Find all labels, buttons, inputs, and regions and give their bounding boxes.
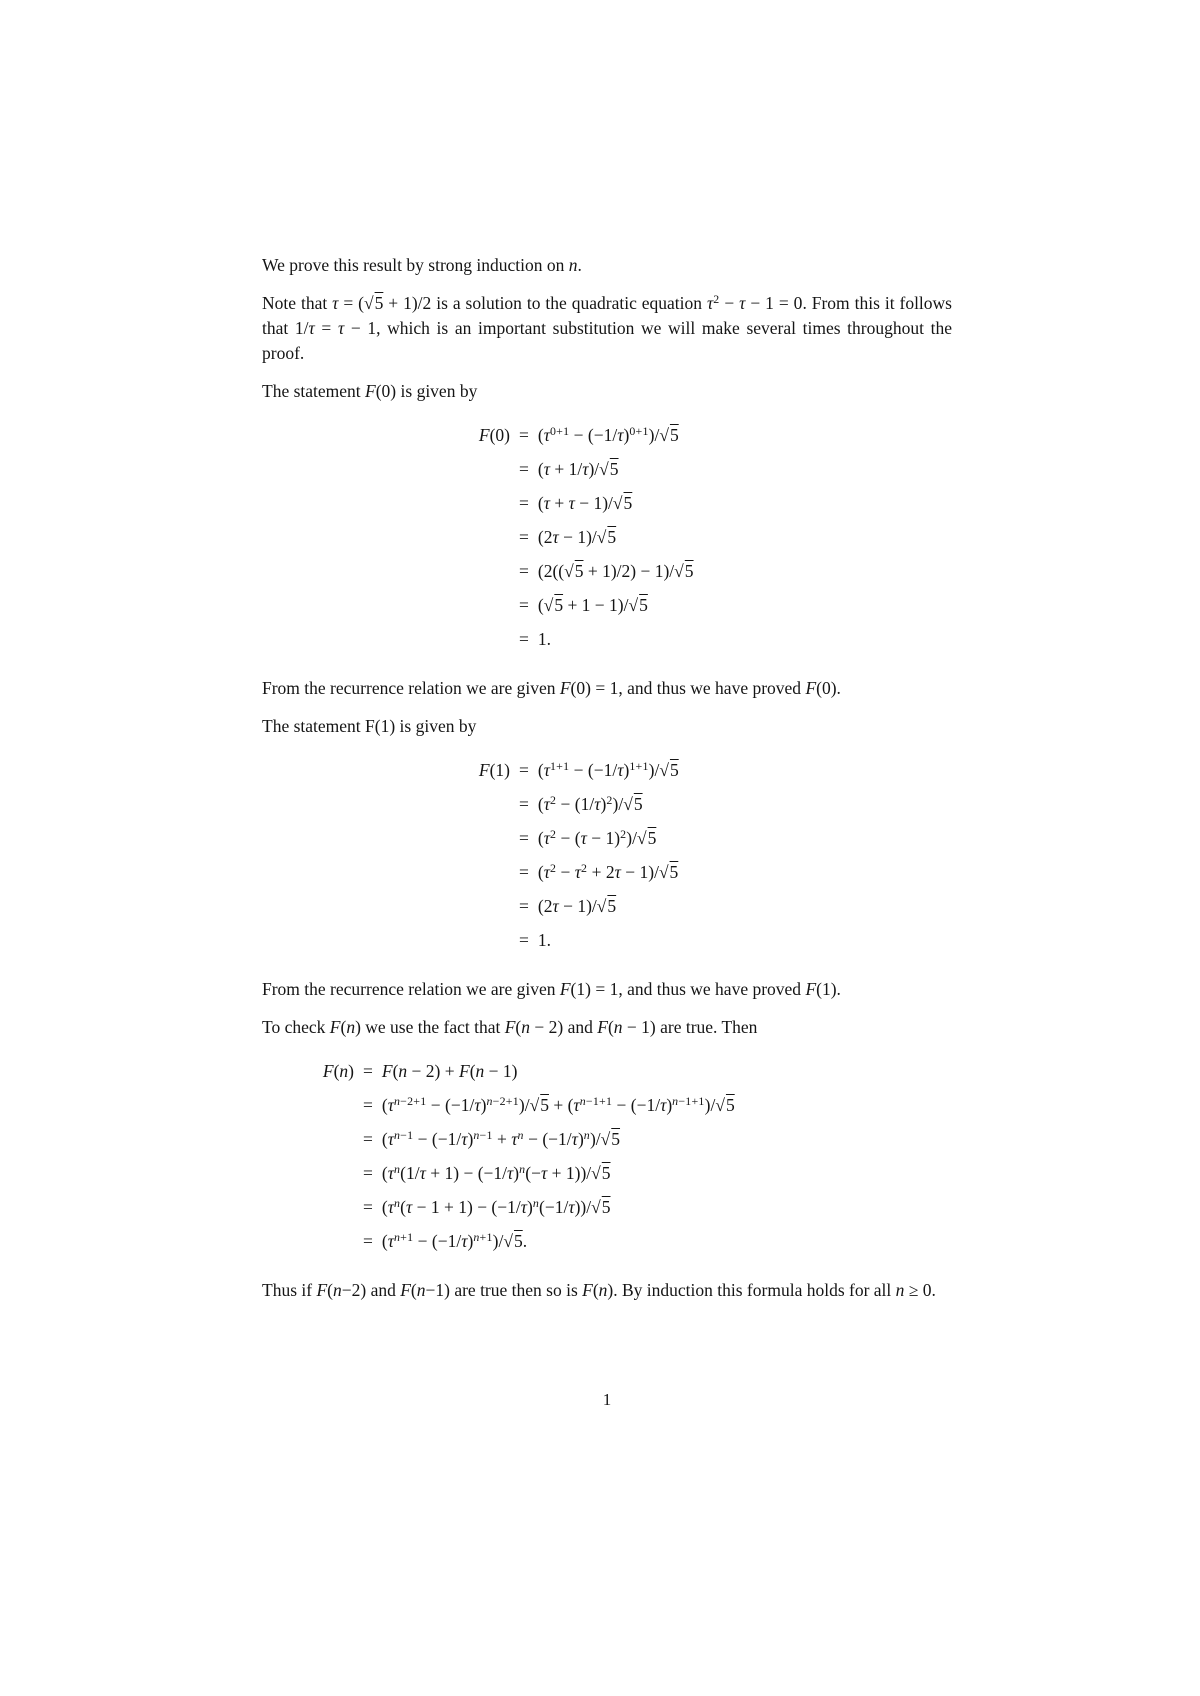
equation-rhs: $(\tau^2 - \tau^2 + 2\tau - 1)/√5$ <box>537 861 679 882</box>
paragraph: To check F(n) we use the fact that F(n − 2) and F(n − 1) are true. Then <box>262 1017 758 1037</box>
inline-math: F(n − 1) <box>597 1017 656 1037</box>
equation-line <box>460 554 952 588</box>
equation-rhs: (2τ − 1)/√5 <box>537 896 617 916</box>
equation-rhs: $(\tau^{n-1} - (-1/\tau)^{n-1} + \tau^n - (-1/\tau)^n)/√5$ <box>381 1128 621 1149</box>
equation-rhs: F(n − 2) + F(n − 1) <box>381 1061 518 1081</box>
equation-line <box>308 1224 952 1258</box>
equation-rhs: $(\tau^2 - (\tau - 1)^2)/√5$ <box>537 827 657 848</box>
equation-rhs: $(\tau^2 - (1/\tau)^2)/√5$ <box>537 793 643 814</box>
paragraph: The statement F(1) is given by <box>262 716 477 736</box>
equation-line <box>460 486 952 520</box>
equation-line <box>460 855 952 889</box>
equals-sign: = <box>519 862 529 882</box>
equation-line <box>460 452 952 486</box>
inline-math: n ≥ 0 <box>895 1280 932 1300</box>
paragraph: Thus if F(n−2) and F(n−1) are true then so is F(n). By induction this formula holds for all n ≥ 0. <box>262 1280 936 1300</box>
inline-math: F(n−2) <box>316 1280 367 1300</box>
equation-line <box>308 1088 952 1122</box>
equation-rhs: 1. <box>537 629 551 649</box>
equals-sign: = <box>519 459 529 479</box>
equals-sign: = <box>363 1197 373 1217</box>
page-number: 1 <box>602 1390 612 1409</box>
equation-lhs: F(n) <box>322 1061 354 1081</box>
equation-line <box>460 821 952 855</box>
equation-rhs: (τ + 1/τ)/√5 <box>537 459 619 479</box>
equals-sign: = <box>519 527 529 547</box>
paragraph: From the recurrence relation we are given F(0) = 1, and thus we have proved F(0). <box>262 678 841 698</box>
equals-sign: = <box>363 1061 373 1081</box>
equation-block <box>460 753 952 957</box>
equation-block <box>308 1054 952 1258</box>
inline-math: F(0) = 1 <box>559 678 619 698</box>
equals-sign: = <box>363 1163 373 1183</box>
paragraph: From the recurrence relation we are given F(1) = 1, and thus we have proved F(1). <box>262 979 841 999</box>
equation-rhs: (√5 + 1 − 1)/√5 <box>537 595 648 615</box>
inline-math: F(n − 2) <box>504 1017 564 1037</box>
proof-content <box>262 253 952 1316</box>
equals-sign: = <box>519 493 529 513</box>
equation-rhs: $(\tau^{n+1} - (-1/\tau)^{n+1})/√5$. <box>381 1230 528 1251</box>
equals-sign: = <box>519 425 529 445</box>
equation-lhs: F(1) <box>478 760 510 780</box>
equals-sign: = <box>519 896 529 916</box>
equation-line <box>460 787 952 821</box>
equation-lhs: F(0) <box>478 425 510 445</box>
inline-math: 1/τ = τ − 1 <box>294 318 377 338</box>
equals-sign: = <box>363 1129 373 1149</box>
equals-sign: = <box>519 828 529 848</box>
equals-sign: = <box>519 930 529 950</box>
equation-line <box>460 418 952 452</box>
inline-math: τ = (√5 + 1)/2 <box>332 293 432 313</box>
equation-rhs: $(\tau^n(1/\tau + 1) - (-1/\tau)^n(-\tau + 1))/√5$ <box>381 1162 611 1183</box>
equation-rhs: 1. <box>537 930 551 950</box>
equals-sign: = <box>363 1095 373 1115</box>
equals-sign: = <box>519 760 529 780</box>
equation-rhs: (2τ − 1)/√5 <box>537 527 617 547</box>
equation-rhs: $(\tau^{1+1} - (-1/\tau)^{1+1})/√5$ <box>537 759 679 780</box>
inline-math: F(1) <box>805 979 837 999</box>
inline-math: F(1) = 1 <box>559 979 619 999</box>
paragraph: The statement F(0) is given by <box>262 381 478 401</box>
equation-line <box>308 1190 952 1224</box>
equation-block <box>460 418 952 656</box>
equation-rhs: $(\tau^n(\tau - 1 + 1) - (-1/\tau)^n(-1/\tau))/√5$ <box>381 1196 611 1217</box>
inline-math: $\tau^2 - \tau - 1 = 0$ <box>706 292 803 313</box>
equation-line <box>460 889 952 923</box>
inline-math: F(n) <box>582 1280 614 1300</box>
inline-math: F(0) <box>805 678 837 698</box>
equals-sign: = <box>363 1231 373 1251</box>
equals-sign: = <box>519 629 529 649</box>
equation-line <box>308 1122 952 1156</box>
inline-math: n <box>568 255 578 275</box>
equals-sign: = <box>519 794 529 814</box>
equation-line <box>460 588 952 622</box>
equation-rhs: (2((√5 + 1)/2) − 1)/√5 <box>537 561 694 581</box>
paragraph: Note that τ = (√5 + 1)/2 is a solution to the quadratic equation $\tau^2 - \tau - 1 = 0$. From this it follows that 1/τ = τ − 1, which is an important substitution we will make several times throughout the proof. <box>262 292 953 363</box>
equation-line <box>460 923 952 957</box>
paragraph: We prove this result by strong induction on n. <box>262 255 582 275</box>
equation-line <box>460 520 952 554</box>
equals-sign: = <box>519 561 529 581</box>
equals-sign: = <box>519 595 529 615</box>
equation-line <box>460 753 952 787</box>
equation-rhs: $(\tau^{0+1} - (-1/\tau)^{0+1})/√5$ <box>537 424 679 445</box>
equation-rhs: (τ + τ − 1)/√5 <box>537 493 633 513</box>
equation-rhs: $(\tau^{n-2+1} - (-1/\tau)^{n-2+1})/√5 + (\tau^{n-1+1} - (-1/\tau)^{n-1+1})/√5$ <box>381 1094 735 1115</box>
equation-line <box>308 1156 952 1190</box>
inline-math: F(n−1) <box>400 1280 450 1300</box>
equation-line <box>308 1054 952 1088</box>
inline-math: F(n) <box>329 1017 361 1037</box>
equation-line <box>460 622 952 656</box>
inline-math: F(0) <box>365 381 397 401</box>
